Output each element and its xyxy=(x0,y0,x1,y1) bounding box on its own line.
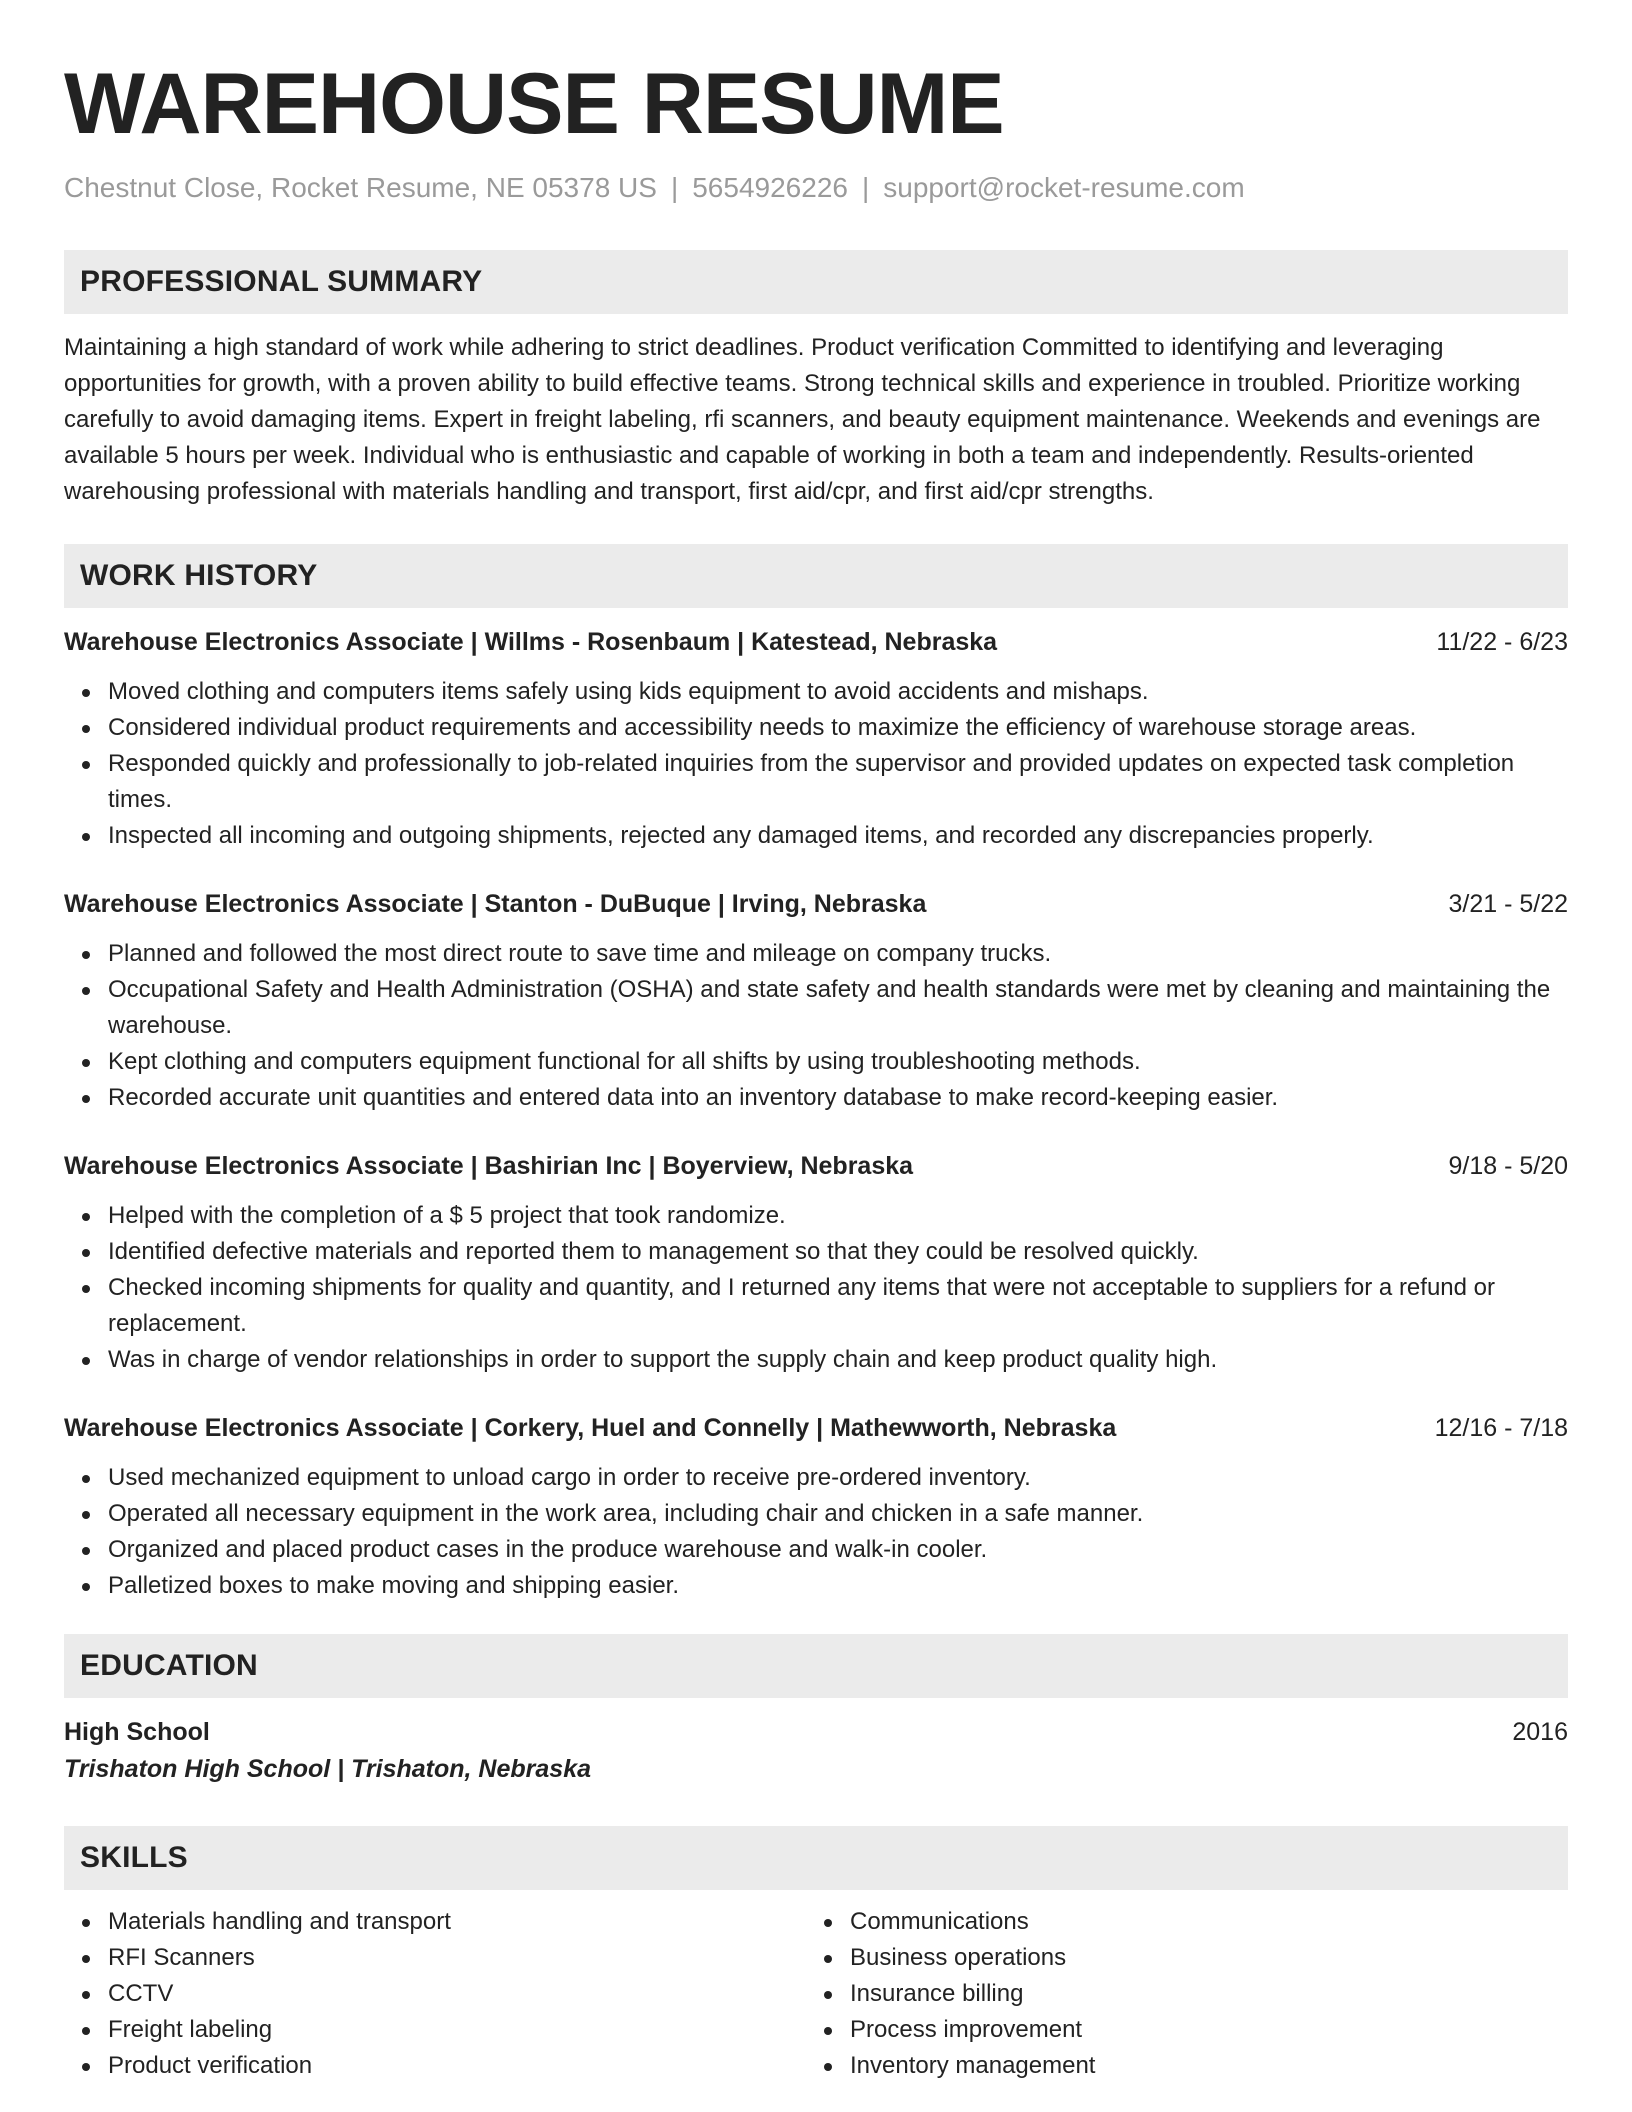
job-bullet: Identified defective materials and reported them to management so that they could be resolved quickly. xyxy=(108,1234,1568,1270)
skill-item: Process improvement xyxy=(850,2012,1548,2048)
job-title: Warehouse Electronics Associate | Willms - Rosenbaum | Katestead, Nebraska xyxy=(64,628,998,656)
job-bullet: Organized and placed product cases in the produce warehouse and walk-in cooler. xyxy=(108,1532,1568,1568)
job-bullet-list xyxy=(64,1198,1568,1378)
job-bullet: Operated all necessary equipment in the work area, including chair and chicken in a safe manner. xyxy=(108,1496,1568,1532)
section-header-professional-summary: PROFESSIONAL SUMMARY xyxy=(64,250,1568,314)
job-header xyxy=(64,886,1568,922)
job-dates: 11/22 - 6/23 xyxy=(1436,628,1568,656)
skill-item: Product verification xyxy=(108,2048,806,2084)
education-year: 2016 xyxy=(1512,1718,1568,1746)
job-bullet: Was in charge of vendor relationships in order to support the supply chain and keep product quality high. xyxy=(108,1342,1568,1378)
job-dates: 9/18 - 5/20 xyxy=(1448,1152,1568,1180)
professional-summary-text: Maintaining a high standard of work while adhering to strict deadlines. Product verification Committed to identifying and leveraging opportunities for growth, with a proven ability to build effective teams. Strong technical skills and experience in troubled. Prioritize working carefully to avoid damaging items. Expert in freight labeling, rfi scanners, and beauty equipment maintenance. Weekends and evenings are available 5 hours per week. Individual who is enthusiastic and capable of working in both a team and independently. Results-oriented warehousing professional with materials handling and transport, first aid/cpr, and first aid/cpr strengths. xyxy=(64,334,1541,505)
job-bullet: Recorded accurate unit quantities and entered data into an inventory database to make record-keeping easier. xyxy=(108,1080,1568,1116)
education-degree: High School xyxy=(64,1718,210,1746)
skill-item: Freight labeling xyxy=(108,2012,806,2048)
job-entry xyxy=(64,1410,1568,1604)
contact-phone: 5654926226 xyxy=(692,172,848,203)
job-header xyxy=(64,1148,1568,1184)
contact-line xyxy=(64,170,1568,206)
education-header xyxy=(64,1714,1568,1750)
skill-item: Materials handling and transport xyxy=(108,1904,806,1940)
job-bullet: Helped with the completion of a $ 5 project that took randomize. xyxy=(108,1198,1568,1234)
job-header xyxy=(64,1410,1568,1446)
contact-email: support@rocket-resume.com xyxy=(883,172,1245,203)
job-bullet: Considered individual product requirements and accessibility needs to maximize the efficiency of warehouse storage areas. xyxy=(108,710,1568,746)
job-entry xyxy=(64,624,1568,854)
contact-separator: | xyxy=(670,172,679,203)
job-bullet-list xyxy=(64,1460,1568,1604)
job-bullet: Responded quickly and professionally to job-related inquiries from the supervisor and provided updates on expected task completion times. xyxy=(108,746,1568,818)
resume-name: WAREHOUSE RESUME xyxy=(64,56,1004,152)
skill-item: Communications xyxy=(850,1904,1548,1940)
job-entry xyxy=(64,886,1568,1116)
job-bullet-list xyxy=(64,936,1568,1116)
job-bullet: Planned and followed the most direct route to save time and mileage on company trucks. xyxy=(108,936,1568,972)
job-bullet: Checked incoming shipments for quality and quantity, and I returned any items that were not acceptable to suppliers for a refund or replacement. xyxy=(108,1270,1568,1342)
job-title: Warehouse Electronics Associate | Corkery, Huel and Connelly | Mathewworth, Nebraska xyxy=(64,1414,1117,1442)
education-entry xyxy=(64,1714,1568,1788)
skill-item: CCTV xyxy=(108,1976,806,2012)
contact-address: Chestnut Close, Rocket Resume, NE 05378 US xyxy=(64,172,657,203)
job-dates: 12/16 - 7/18 xyxy=(1434,1414,1568,1442)
section-header-skills: SKILLS xyxy=(64,1826,1568,1890)
job-bullet-list xyxy=(64,674,1568,854)
job-entry xyxy=(64,1148,1568,1378)
skill-item: RFI Scanners xyxy=(108,1940,806,1976)
job-bullet: Moved clothing and computers items safely using kids equipment to avoid accidents and mishaps. xyxy=(108,674,1568,710)
skill-item: Insurance billing xyxy=(850,1976,1548,2012)
skills-list-left xyxy=(64,1904,806,2084)
skill-item: Inventory management xyxy=(850,2048,1548,2084)
skills-columns xyxy=(64,1904,1568,2084)
contact-separator: | xyxy=(861,172,870,203)
job-title: Warehouse Electronics Associate | Bashirian Inc | Boyerview, Nebraska xyxy=(64,1152,914,1180)
job-header xyxy=(64,624,1568,660)
job-dates: 3/21 - 5/22 xyxy=(1448,890,1568,918)
skill-item: Business operations xyxy=(850,1940,1548,1976)
job-bullet: Palletized boxes to make moving and shipping easier. xyxy=(108,1568,1568,1604)
section-header-education: EDUCATION xyxy=(64,1634,1568,1698)
job-bullet: Kept clothing and computers equipment functional for all shifts by using troubleshooting methods. xyxy=(108,1044,1568,1080)
skills-list-right xyxy=(806,1904,1548,2084)
job-bullet: Inspected all incoming and outgoing shipments, rejected any damaged items, and recorded any discrepancies properly. xyxy=(108,818,1568,854)
job-bullet: Used mechanized equipment to unload cargo in order to receive pre-ordered inventory. xyxy=(108,1460,1568,1496)
education-school: Trishaton High School | Trishaton, Nebraska xyxy=(64,1755,592,1783)
job-bullet: Occupational Safety and Health Administration (OSHA) and state safety and health standards were met by cleaning and maintaining the warehouse. xyxy=(108,972,1568,1044)
job-title: Warehouse Electronics Associate | Stanton - DuBuque | Irving, Nebraska xyxy=(64,890,927,918)
section-header-work-history: WORK HISTORY xyxy=(64,544,1568,608)
